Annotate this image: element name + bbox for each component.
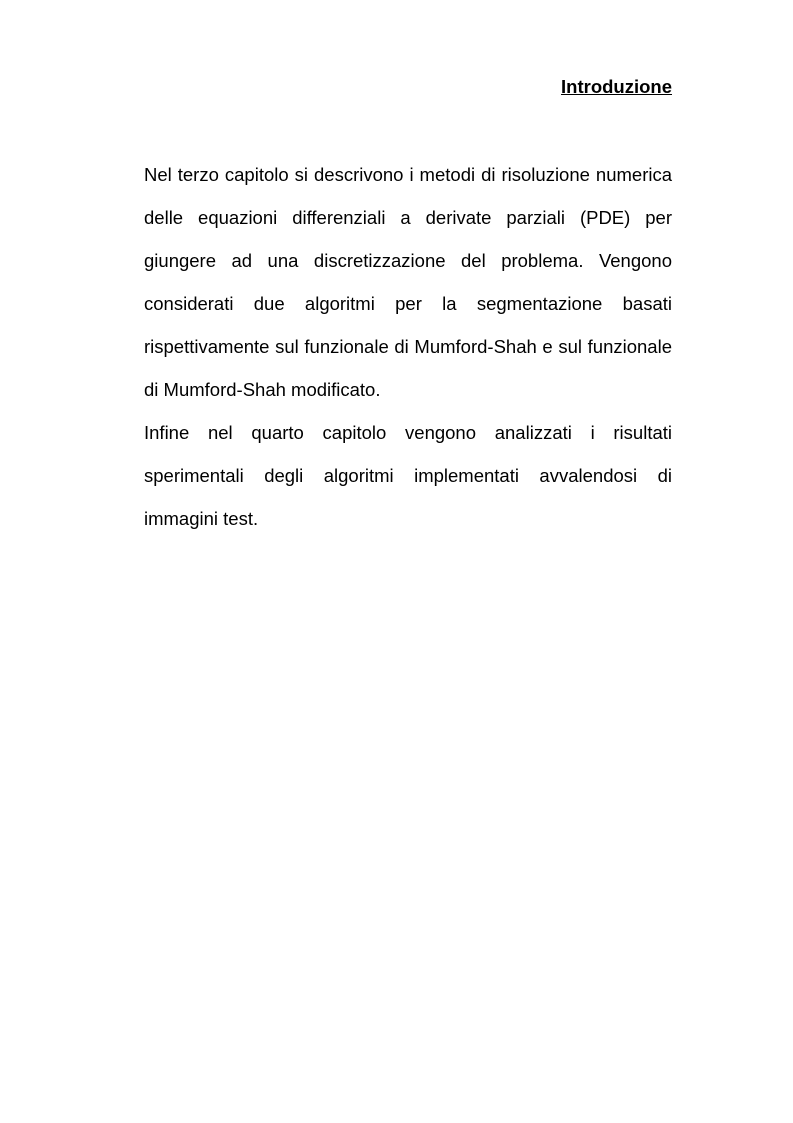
- paragraph: Infine nel quarto capitolo vengono analizzati i risultati sperimentali degli algoritmi implementati avvalendosi di immagini test.: [144, 422, 672, 529]
- body-text: [144, 153, 672, 540]
- section-header: Introduzione: [561, 76, 672, 97]
- paragraph: Nel terzo capitolo si descrivono i metodi di risoluzione numerica delle equazioni differenziali a derivate parziali (PDE) per giungere ad una discretizzazione del problema. Vengono considerati due algoritmi per la segmentazione basati rispettivamente sul funzionale di Mumford-Shah e sul funzionale di Mumford-Shah modificato.: [144, 164, 672, 400]
